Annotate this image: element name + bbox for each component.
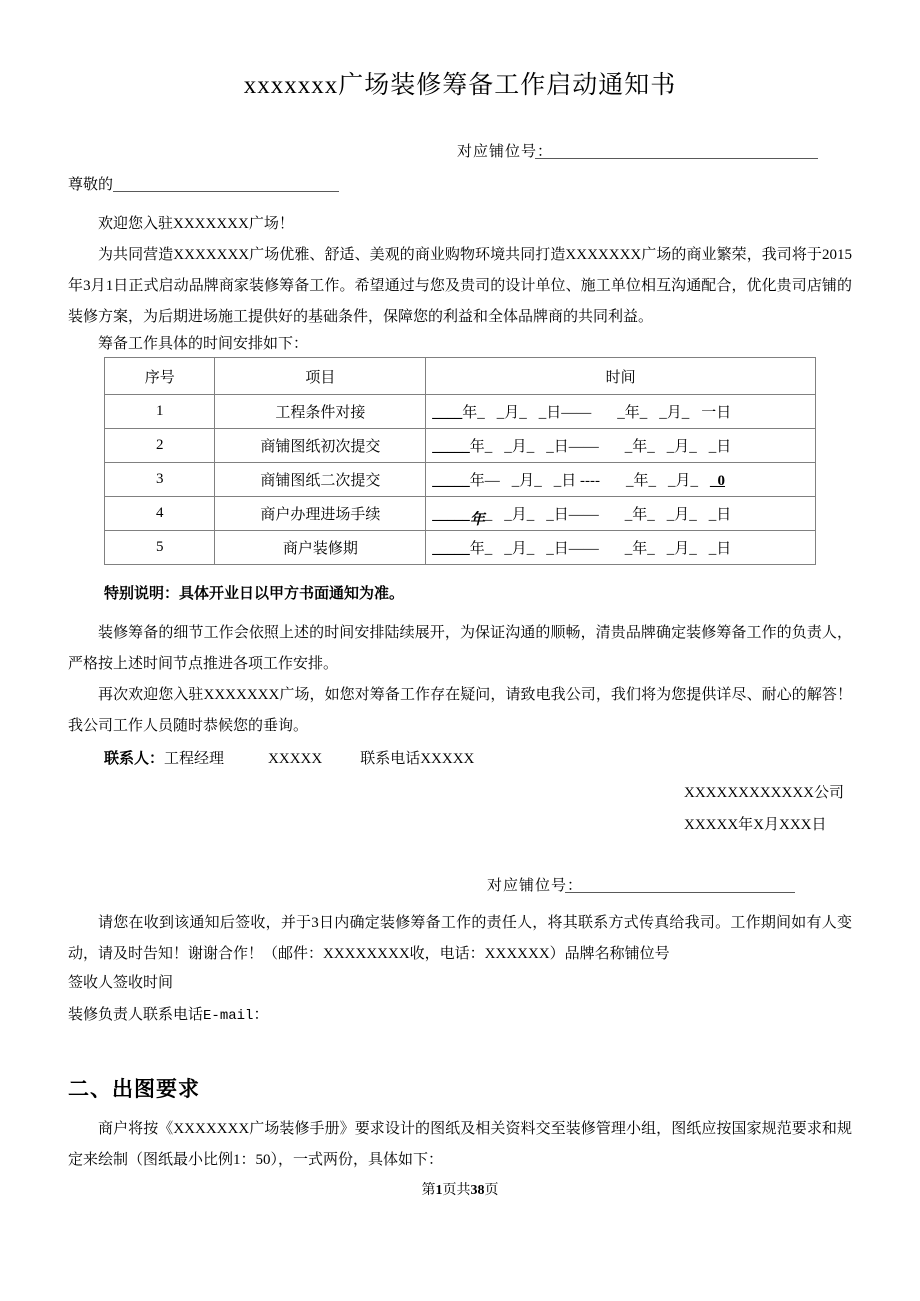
time-unit-day: _日——: [538, 405, 592, 421]
paragraph-again: 再次欢迎您入驻XXXXXXX广场，如您对筹备工作存在疑问，请致电我公司，我们将为您提供详尽、耐心的解答！我公司工作人员随时恭候您的垂询。: [68, 687, 852, 734]
paragraph-detail: 装修筹备的细节工作会依照上述的时间安排陆续展开，为保证沟通的顺畅，清贵品牌确定装修筹备工作的负责人，严格按上述时间节点推进各项工作安排。: [68, 625, 852, 672]
paragraph-sign-request: 请您在收到该通知后签收，并于3日内确定装修筹备工作的责任人，将其联系方式传真给我司。工作期间如有人变动，请及时告知！谢谢合作！（邮件：XXXXXXXX收，电话：XXXXXX）品牌名称铺位号: [68, 915, 852, 962]
table-row: [105, 463, 816, 497]
time-blank-year: _____: [432, 439, 470, 455]
time-sep-1: _: [477, 405, 485, 421]
footer-page-number: 1: [435, 1183, 443, 1198]
time-sep-1: _: [484, 541, 493, 557]
row-item: 商铺图纸二次提交: [215, 463, 426, 497]
row-no: 2: [105, 429, 215, 463]
table-row: [105, 429, 816, 463]
table-header-item: 项目: [215, 358, 426, 395]
signature-company: XXXXXXXXXXXX公司: [684, 785, 844, 801]
row-no: 1: [105, 395, 215, 429]
footer-middle: 页共: [442, 1183, 471, 1198]
row-no: 3: [105, 463, 215, 497]
paragraph-intro: 为共同营造XXXXXXX广场优雅、舒适、美观的商业购物环境共同打造XXXXXXX广场的商业繁荣，我司将于2015年3月1日正式启动品牌商家装修筹备工作。希望通过与您及贵司的设计单位、施工单位相互沟通配合，优化贵司店铺的装修方案，为后期进场施工提供好的基础条件，保障您的利益和全体品牌商的共同利益。: [68, 247, 852, 325]
time-end-month: _月_: [666, 507, 697, 523]
receipt-line-2-suffix: ：: [253, 1007, 269, 1023]
row-no: 5: [105, 531, 215, 565]
time-end-year: _年_: [625, 473, 656, 489]
shop-no-rule-top: [535, 158, 818, 159]
row-time: [426, 429, 816, 463]
time-unit-day: _日——: [546, 439, 599, 455]
time-blank-year: _____: [432, 507, 470, 523]
table-header-no: 序号: [105, 358, 215, 395]
special-note: 特别说明：具体开业日以甲方书面通知为准。: [104, 586, 405, 602]
shop-no-label-bottom-text: 对应铺位号：: [487, 878, 584, 894]
row-time: [426, 463, 816, 497]
time-end-month: _月_: [666, 439, 697, 455]
table-header-row: [105, 358, 816, 395]
time-sep-1: —: [484, 473, 500, 489]
paragraph-drawing-req: 商户将按《XXXXXXX广场装修手册》要求设计的图纸及相关资料交至装修管理小组，图纸应按国家规范要求和规定来绘制（图纸最小比例1：50），一式两份，具体如下：: [68, 1121, 852, 1168]
time-blank-year: _____: [432, 541, 470, 557]
contact-label: 联系人：: [104, 751, 165, 767]
salutation-blank: [113, 191, 339, 192]
time-unit-month: _月_: [511, 473, 542, 489]
row-item: 商户装修期: [215, 531, 426, 565]
shop-no-rule-bottom: [565, 892, 795, 893]
receipt-line-2-email: E-mail: [203, 1008, 254, 1024]
time-blank-year: ____: [432, 405, 463, 421]
salutation-text: 尊敬的: [68, 177, 114, 193]
time-unit-year: 年: [469, 473, 485, 489]
row-item: 工程条件对接: [215, 395, 426, 429]
receipt-line-2-prefix: 装修负责人联系电话: [68, 1007, 204, 1023]
time-end-day: 一日: [701, 405, 732, 421]
time-sep-1: _: [484, 507, 493, 523]
row-item: 商户办理进场手续: [215, 497, 426, 531]
time-unit-day: _日 ----: [553, 473, 600, 489]
row-time: [426, 531, 816, 565]
time-end-year: _年_: [624, 507, 655, 523]
footer-prefix: 第: [421, 1183, 436, 1198]
table-row: [105, 497, 816, 531]
time-unit-month: _月_: [504, 507, 535, 523]
table-header-time: 时间: [426, 358, 816, 395]
footer-total-pages: 38: [470, 1183, 485, 1198]
time-blank-year: _____: [432, 473, 470, 489]
time-end-month: _月_: [659, 405, 690, 421]
time-unit-year: 年: [469, 439, 485, 455]
row-time: [426, 497, 816, 531]
time-end-year: _年_: [624, 541, 655, 557]
time-end-month: _月_: [668, 473, 699, 489]
contact-line: [104, 747, 474, 768]
table-row: [105, 395, 816, 429]
time-unit-month: _月_: [496, 405, 527, 421]
table-row: [105, 531, 816, 565]
page-title: xxxxxxx广场装修筹备工作启动通知书: [243, 72, 677, 99]
contact-phone: 联系电话XXXXX: [360, 751, 475, 767]
time-end-day: _日: [708, 507, 732, 523]
paragraph-welcome: 欢迎您入驻XXXXXXX广场！: [98, 216, 294, 232]
shop-no-label-top-text: 对应铺位号：: [457, 144, 554, 160]
time-unit-day: _日——: [546, 507, 599, 523]
time-unit-month: _月_: [504, 541, 535, 557]
time-end-year: _年_: [617, 405, 648, 421]
time-end-month: _月_: [666, 541, 697, 557]
time-end-day: _日: [708, 541, 732, 557]
row-no: 4: [105, 497, 215, 531]
time-unit-year: 年: [469, 512, 485, 528]
time-unit-year: 年: [469, 541, 485, 557]
contact-role: 工程经理: [164, 751, 225, 767]
time-end-day: _0: [710, 473, 726, 489]
time-sep-1: _: [484, 439, 493, 455]
paragraph-schedule-lead: 筹备工作具体的时间安排如下：: [98, 336, 309, 352]
schedule-table: [104, 357, 816, 565]
time-unit-year: 年: [462, 405, 478, 421]
row-item: 商铺图纸初次提交: [215, 429, 426, 463]
time-unit-day: _日——: [546, 541, 599, 557]
contact-name: XXXXX: [268, 751, 323, 767]
receipt-line-2: [68, 1003, 268, 1024]
time-end-year: _年_: [624, 439, 655, 455]
section-heading: 二、出图要求: [68, 1078, 200, 1101]
time-end-day: _日: [708, 439, 732, 455]
salutation: [68, 173, 339, 194]
signature-date: XXXXX年X月XXX日: [684, 817, 827, 833]
row-time: [426, 395, 816, 429]
page-footer: [0, 1179, 920, 1199]
time-unit-month: _月_: [504, 439, 535, 455]
receipt-line-1: 签收人签收时间: [68, 975, 174, 991]
footer-suffix: 页: [484, 1183, 499, 1198]
